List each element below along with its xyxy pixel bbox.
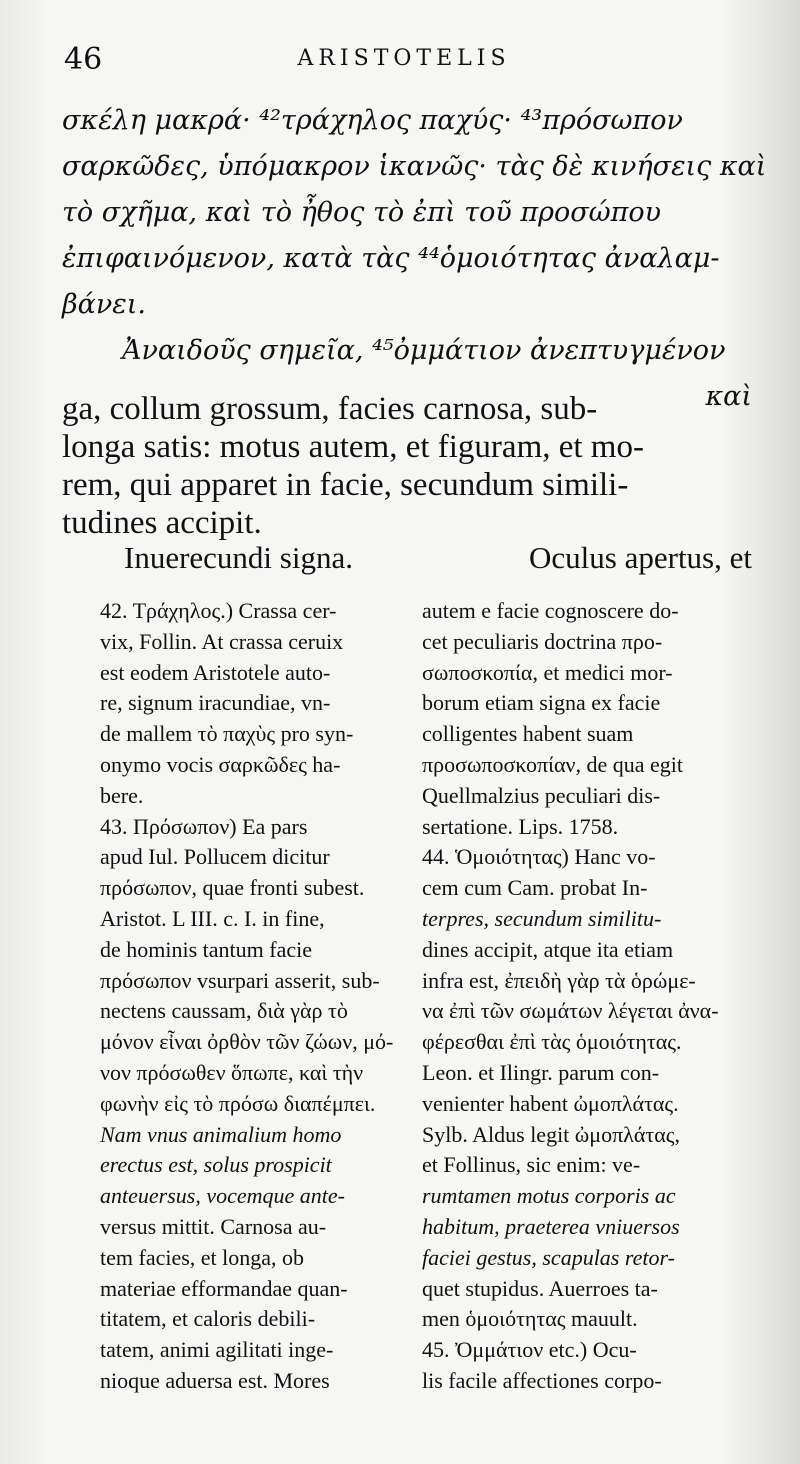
note-line: nectens caussam, διὰ γὰρ τὸ: [100, 998, 348, 1024]
running-title: ARISTOTELIS: [297, 46, 511, 71]
note-line: de mallem τὸ παχὺς pro syn-: [100, 721, 354, 747]
note-line: cem cum Cam. probat In-: [422, 875, 648, 901]
note-line: colligentes habent suam: [422, 721, 634, 747]
note-line: et Follinus, sic enim: ve-: [422, 1152, 641, 1178]
note-line: habitum, praeterea vniuersos: [422, 1213, 680, 1239]
notes-column-left: [100, 596, 400, 1397]
note-line: 44. Ὁμοιότητας) Hanc vo-: [422, 844, 656, 870]
note-line: re, signum iracundiae, vn-: [100, 690, 331, 716]
greek-line: Ἀναιδοῦς σημεῖα, ⁴⁵ὀμμάτιον ἀνεπτυγμένον: [122, 335, 726, 366]
greek-line: καὶ: [705, 381, 752, 412]
greek-line: τὸ σχῆμα, καὶ τὸ ἦθος τὸ ἐπὶ τοῦ προσώπου: [62, 197, 662, 228]
latin-translation-block: [62, 390, 752, 542]
latin-line: tudines accipit.: [62, 505, 262, 541]
note-line: νον πρόσωθεν ὅπωπε, καὶ τὴν: [100, 1059, 364, 1085]
greek-line: ἐπιφαινόμενον, κατὰ τὰς ⁴⁴ὁμοιότητας ἀναλαμ-: [62, 243, 720, 274]
note-line: Sylb. Aldus legit ὠμοπλάτας,: [422, 1121, 680, 1147]
page-number: 46: [64, 42, 103, 77]
note-line: est eodem Aristotele auto-: [100, 659, 331, 685]
note-line: tem facies, et longa, ob: [100, 1244, 305, 1270]
note-line: borum etiam signa ex facie: [422, 690, 661, 716]
note-line: vix, Follin. At crassa ceruix: [100, 628, 344, 654]
greek-line: βάνει.: [62, 289, 146, 320]
greek-line: σκέλη μακρά· ⁴²τράχηλος παχύς· ⁴³πρόσωπον: [62, 105, 683, 136]
note-line: πρόσωπον, quae fronti subest.: [100, 875, 365, 901]
note-line: titatem, et caloris debili-: [100, 1306, 316, 1332]
section-head-left: Inuerecundi signa.: [124, 540, 353, 575]
note-line: φωνὴν εἰς τὸ πρόσω διαπέμπει.: [100, 1090, 376, 1116]
note-line: versus mittit. Carnosa au-: [100, 1213, 327, 1239]
note-line: σωποσκοπία, et medici mor-: [422, 659, 673, 685]
note-line: nioque aduersa est. Mores: [100, 1367, 330, 1393]
latin-line: longa satis: motus autem, et figuram, et mo-: [62, 429, 644, 465]
page-header: [64, 42, 744, 82]
note-line: προσωποσκοπίαν, de qua egit: [422, 751, 684, 777]
note-line: erectus est, solus prospicit: [100, 1152, 332, 1178]
latin-line: ga, collum grossum, facies carnosa, sub-: [62, 391, 598, 427]
note-line: de hominis tantum facie: [100, 936, 312, 962]
note-line: Leon. et Ilingr. parum con-: [422, 1059, 660, 1085]
note-line: πρόσωπον vsurpari asserit, sub-: [100, 967, 380, 993]
note-line: Nam vnus animalium homo: [100, 1121, 342, 1147]
note-line: bere.: [100, 782, 144, 808]
note-line: φέρεσθαι ἐπὶ τὰς ὁμοιότητας.: [422, 1029, 682, 1055]
note-line: venienter habent ὠμοπλάτας.: [422, 1090, 679, 1116]
note-line: να ἐπὶ τῶν σωμάτων λέγεται ἀνα-: [422, 998, 719, 1024]
note-line: infra est, ἐπειδὴ γὰρ τὰ ὁρώμε-: [422, 967, 696, 993]
note-line: lis facile affectiones corpo-: [422, 1367, 662, 1393]
section-head-right: Oculus apertus, et: [529, 540, 752, 575]
note-line: faciei gestus, scapulas retor-: [422, 1244, 675, 1270]
note-line: μόνον εἶναι ὀρθὸν τῶν ζώων, μό-: [100, 1029, 394, 1055]
note-line: tatem, animi agilitati inge-: [100, 1337, 334, 1363]
note-line: Quellmalzius peculiari dis-: [422, 782, 661, 808]
note-line: terpres, secundum similitu-: [422, 905, 662, 931]
note-line: anteuersus, vocemque ante-: [100, 1183, 345, 1209]
note-line: sertatione. Lips. 1758.: [422, 813, 619, 839]
note-line: onymo vocis σαρκῶδες ha-: [100, 751, 341, 777]
greek-text-block: [62, 98, 767, 420]
note-line: 45. Ὀμμάτιον etc.) Ocu-: [422, 1337, 637, 1363]
note-line: Aristot. L III. c. I. in fine,: [100, 905, 325, 931]
note-line: rumtamen motus corporis ac: [422, 1183, 676, 1209]
note-line: materiae efformandae quan-: [100, 1275, 348, 1301]
notes-column-right: [422, 596, 748, 1397]
latin-line: rem, qui apparet in facie, secundum simili-: [62, 467, 629, 503]
greek-line: σαρκῶδες, ὑπόμακρον ἱκανῶς· τὰς δὲ κινήσεις καὶ: [62, 151, 767, 182]
note-line: 42. Τράχηλος.) Crassa cer-: [100, 598, 337, 623]
note-line: autem e facie cognoscere do-: [422, 598, 679, 623]
note-line: men ὁμοιότητας mauult.: [422, 1306, 638, 1332]
note-line: cet peculiaris doctrina προ-: [422, 628, 663, 654]
note-line: quet stupidus. Auerroes ta-: [422, 1275, 658, 1301]
note-line: 43. Πρόσωπον) Ea pars: [100, 813, 308, 839]
note-line: apud Iul. Pollucem dicitur: [100, 844, 330, 870]
note-line: dines accipit, atque ita etiam: [422, 936, 674, 962]
